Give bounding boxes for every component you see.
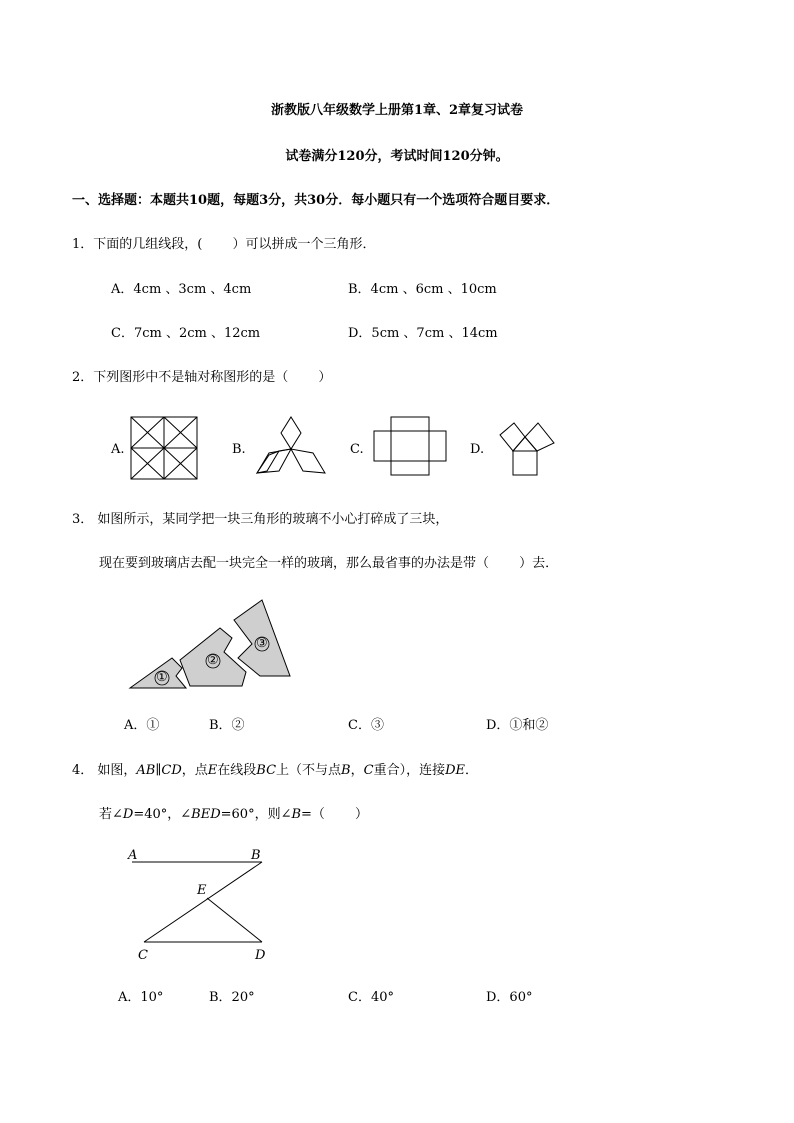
geometry-figure <box>130 860 270 946</box>
section-heading: 一、选择题：本题共10题，每题3分，共30分．每小题只有一个选项符合题目要求． <box>72 193 560 208</box>
q4-l2c: =60°，则∠ <box>220 807 292 822</box>
q4-prefix: 4． 如图， <box>72 763 137 778</box>
q1-option-d: D．5cm 、7cm 、14cm <box>348 326 498 341</box>
question-1-stem: 1．下面的几组线段，( ）可以拼成一个三角形． <box>72 237 376 252</box>
doc-title: 浙教版八年级数学上册第1章、2章复习试卷 <box>270 103 524 118</box>
point-label-b: B <box>251 848 261 863</box>
question-4-stem-line1 <box>72 763 478 779</box>
broken-glass-figure <box>128 596 296 692</box>
q2-option-c-label: C. <box>350 442 364 457</box>
q3-option-a: A．① <box>124 718 160 733</box>
q4-t4: 重合），连接 <box>373 763 446 778</box>
point-label-e: E <box>197 883 207 898</box>
q4-t3: 上（不与点 <box>276 763 342 778</box>
q4-t2: 在线段 <box>217 763 257 778</box>
q4-b: B <box>341 763 351 778</box>
three-diamonds-figure <box>255 415 327 477</box>
q4-ab: AB <box>136 763 156 778</box>
question-3-stem-line1: 3． 如图所示，某同学把一块三角形的玻璃不小心打碎成了三块， <box>72 512 449 527</box>
q4-l2d: D <box>122 807 134 822</box>
doc-subtitle: 试卷满分120分，考试时间120分钟。 <box>285 149 509 164</box>
q4-l2bb: B <box>291 807 302 822</box>
pythagoras-figure <box>492 415 560 477</box>
question-2-stem: 2．下列图形中不是轴对称图形的是（ ） <box>72 370 332 385</box>
pinwheel-figure <box>129 415 199 481</box>
q1-option-a: A．4cm 、3cm 、4cm <box>111 282 252 297</box>
q4-l2b: =40°，∠ <box>133 807 192 822</box>
q4-l2bed: BED <box>191 807 221 822</box>
q1-option-c: C．7cm 、2cm 、12cm <box>111 326 261 341</box>
q4-de: DE <box>445 763 466 778</box>
question-4-stem-line2 <box>99 807 368 823</box>
q3-option-b: B．② <box>209 718 245 733</box>
glass-piece-label-2: ② <box>207 653 219 668</box>
segment-ed <box>207 898 262 942</box>
q2-option-d-label: D. <box>470 442 485 457</box>
q4-bc: BC <box>256 763 277 778</box>
q4-option-c: C．40° <box>348 990 394 1005</box>
q2-option-b-label: B. <box>232 442 246 457</box>
q3-option-c: C．③ <box>348 718 384 733</box>
q4-t5: ． <box>465 763 479 778</box>
q4-parallel: ∥ <box>155 763 162 778</box>
glass-piece-label-1: ① <box>156 670 168 685</box>
q4-cd: CD <box>161 763 182 778</box>
point-label-a: A <box>128 848 138 863</box>
glass-piece-label-3: ③ <box>256 636 268 651</box>
q4-option-b: B．20° <box>209 990 255 1005</box>
q4-c: C <box>363 763 374 778</box>
q4-e: E <box>207 763 218 778</box>
point-label-c: C <box>138 948 148 963</box>
q4-l2e: =（ ） <box>301 807 369 822</box>
q2-option-a-label: A. <box>111 442 125 457</box>
cube-net-figure <box>372 415 448 477</box>
question-3-stem-line2: 现在要到玻璃店去配一块完全一样的玻璃，那么最省事的办法是带（ ）去． <box>99 556 559 571</box>
q4-t1: ，点 <box>181 763 208 778</box>
q1-option-b: B．4cm 、6cm 、10cm <box>348 282 497 297</box>
q4-option-a: A．10° <box>118 990 164 1005</box>
q3-option-d: D．①和② <box>486 718 549 733</box>
q4-comma: ， <box>350 763 364 778</box>
q4-option-d: D．60° <box>486 990 533 1005</box>
q4-l2a: 若∠ <box>99 807 123 822</box>
point-label-d: D <box>255 948 266 963</box>
segment-bc <box>144 862 262 942</box>
